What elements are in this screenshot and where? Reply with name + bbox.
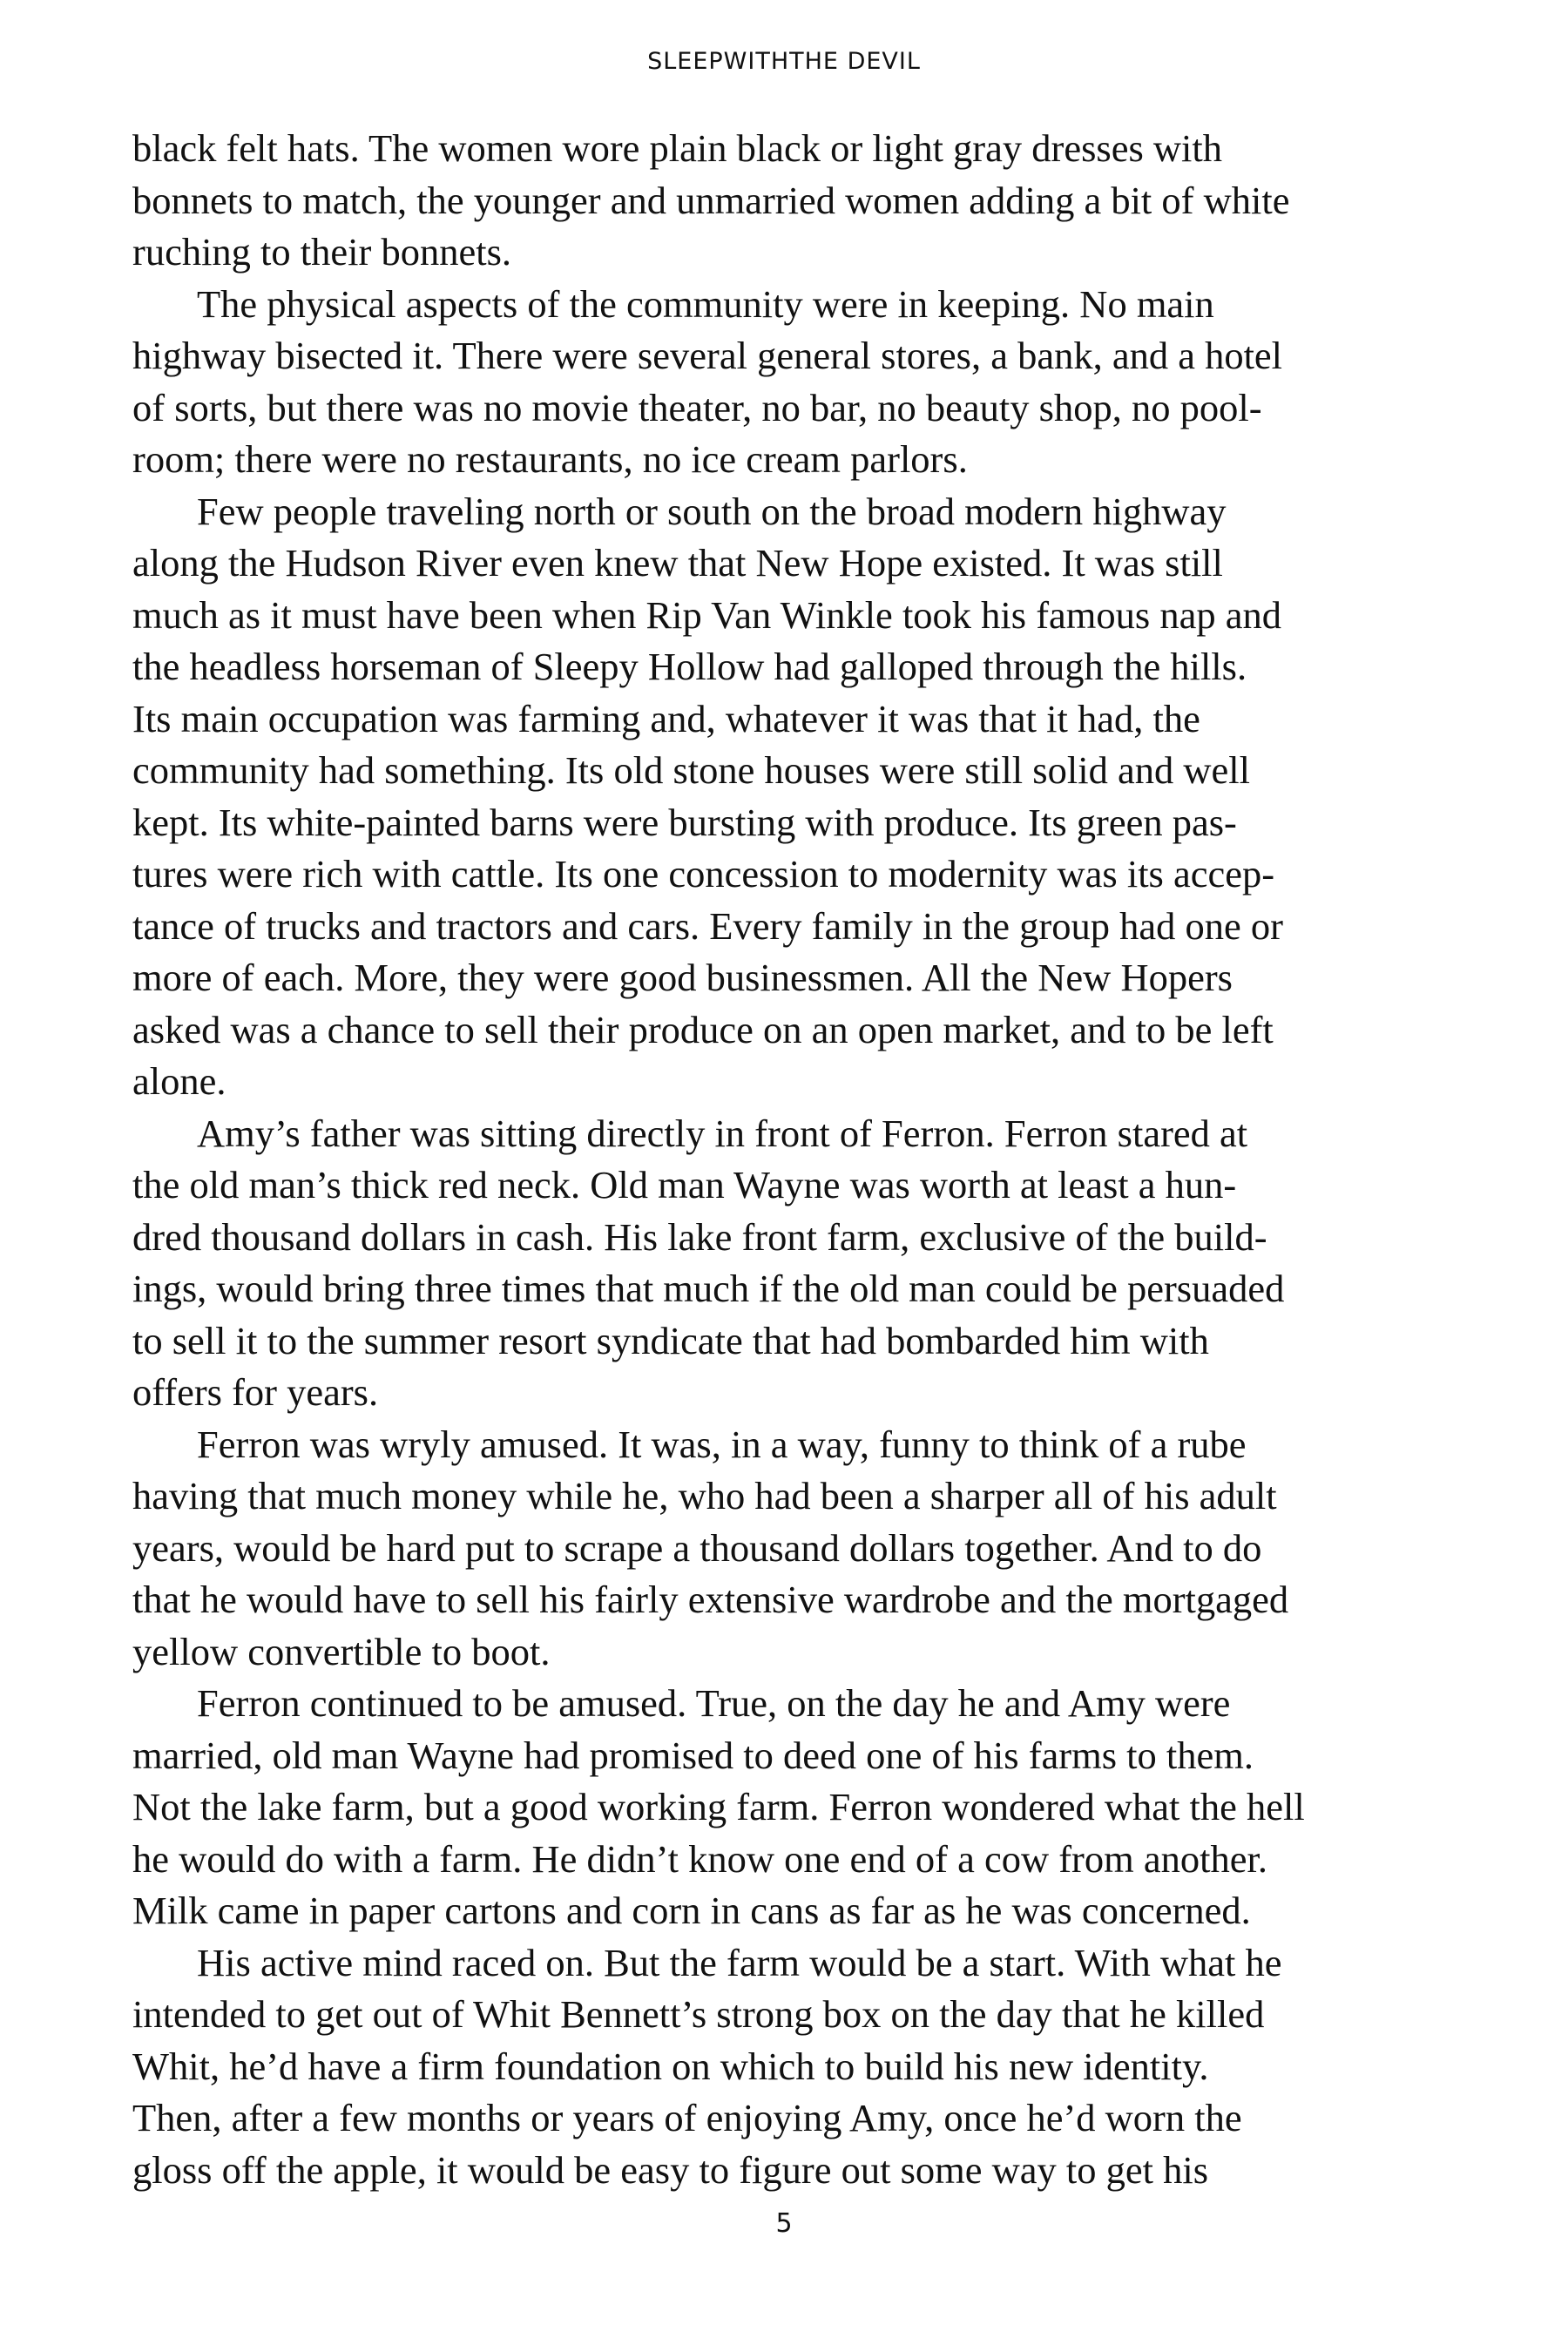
text-line: Amy’s father was sitting directly in front of Ferron. Ferron stared at [197, 1111, 1248, 1155]
text-line: the old man’s thick red neck. Old man Wayne was worth at least a hun- [132, 1163, 1237, 1206]
text-line: he would do with a farm. He didn’t know one end of a cow from another. [132, 1836, 1267, 1881]
text-line: ings, would bring three times that much if the old man could be persuaded [132, 1267, 1285, 1310]
text-line: bonnets to match, the younger and unmarried women adding a bit of white [132, 178, 1290, 222]
text-line: His active mind raced on. But the farm would be a start. With what he [197, 1940, 1282, 1984]
paragraph [132, 123, 1439, 279]
text-line: ruching to their bonnets. [132, 230, 512, 274]
text-line: Milk came in paper cartons and corn in cans as far as he was concerned. [132, 1889, 1251, 1932]
text-line: along the Hudson River even knew that New Hope existed. It was still [132, 541, 1223, 585]
text-line: more of each. More, they were good businessmen. All the New Hopers [132, 956, 1233, 999]
text-line: yellow convertible to boot. [132, 1629, 551, 1673]
text-line: of sorts, but there was no movie theater, no bar, no beauty shop, no pool- [132, 385, 1262, 429]
paragraph [132, 1108, 1439, 1419]
text-line: much as it must have been when Rip Van Winkle took his famous nap and [132, 592, 1281, 637]
text-line: to sell it to the summer resort syndicate that had bombarded him with [132, 1318, 1209, 1362]
text-line: the headless horseman of Sleepy Hollow had galloped through the hills. [132, 645, 1247, 688]
text-line: that he would have to sell his fairly extensive wardrobe and the mortgaged [132, 1578, 1289, 1621]
text-line: Ferron continued to be amused. True, on the day he and Amy were [197, 1681, 1231, 1725]
text-line: gloss off the apple, it would be easy to figure out some way to get his [132, 2147, 1209, 2192]
text-line: room; there were no restaurants, no ice cream parlors. [132, 437, 968, 481]
text-line: married, old man Wayne had promised to deed one of his farms to them. [132, 1733, 1254, 1777]
text-line: years, would be hard put to scrape a thousand dollars together. And to do [132, 1525, 1262, 1570]
page-number: 5 [775, 2208, 793, 2239]
body-text [132, 123, 1439, 2196]
text-line: offers for years. [132, 1370, 379, 1414]
paragraph [132, 1678, 1439, 1937]
text-line: alone. [132, 1059, 226, 1103]
text-line: Then, after a few months or years of enjoying Amy, once he’d worn the [132, 2096, 1242, 2139]
running-head: SLEEPWITHTHE DEVIL [647, 48, 921, 75]
text-line: dred thousand dollars in cash. His lake front farm, exclusive of the build- [132, 1214, 1267, 1259]
paragraph [132, 1419, 1439, 1679]
text-line: kept. Its white-painted barns were bursting with produce. Its green pas- [132, 800, 1237, 844]
text-line: Not the lake farm, but a good working farm. Ferron wondered what the hell [132, 1785, 1305, 1828]
text-line: having that much money while he, who had been a sharper all of his adult [132, 1474, 1277, 1517]
paragraph [132, 486, 1439, 1108]
paragraph [132, 1937, 1439, 2197]
text-line: tures were rich with cattle. Its one concession to modernity was its accep- [132, 852, 1275, 896]
text-line: Ferron was wryly amused. It was, in a way, funny to think of a rube [197, 1422, 1247, 1466]
text-line: Few people traveling north or south on the broad modern highway [197, 489, 1227, 533]
text-line: community had something. Its old stone houses were still solid and well [132, 748, 1250, 792]
paragraph [132, 279, 1439, 486]
text-line: intended to get out of Whit Bennett’s strong box on the day that he killed [132, 1992, 1265, 2036]
text-line: The physical aspects of the community were in keeping. No main [197, 281, 1214, 326]
text-line: Whit, he’d have a firm foundation on which to build his new identity. [132, 2044, 1209, 2088]
text-line: asked was a chance to sell their produce on an open market, and to be left [132, 1007, 1274, 1051]
text-line: tance of trucks and tractors and cars. Every family in the group had one or [132, 903, 1283, 948]
text-line: black felt hats. The women wore plain black or light gray dresses with [132, 126, 1223, 170]
text-line: highway bisected it. There were several general stores, a bank, and a hotel [132, 334, 1283, 377]
text-line: Its main occupation was farming and, whatever it was that it had, the [132, 696, 1200, 740]
